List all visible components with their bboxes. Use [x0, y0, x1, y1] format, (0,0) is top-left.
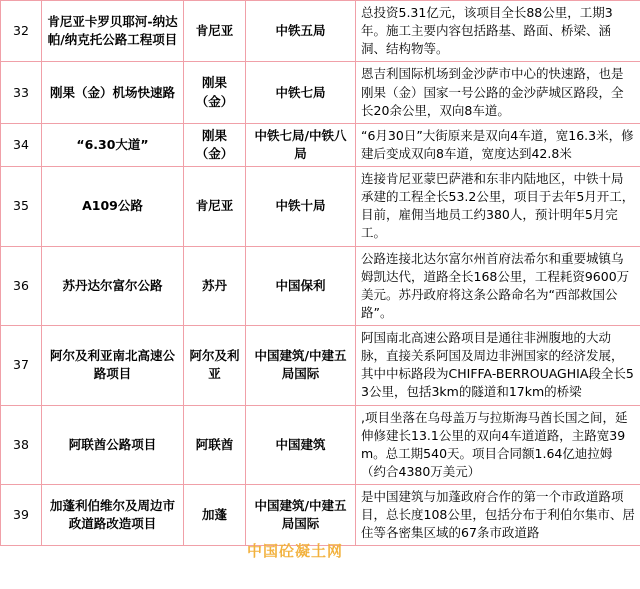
project-contractor: 中国建筑	[246, 405, 356, 485]
table-row	[1, 1, 640, 62]
project-description: ,项目坐落在乌母盖万与拉斯海马酋长国之间，延伸修建长13.1公里的双向4车道道路，主路宽39m。总工期540天。项目合同额1.64亿迪拉姆（约合4380万美元）	[356, 405, 640, 485]
project-name: 阿尔及利亚南北高速公路项目	[42, 326, 184, 406]
project-name: 加蓬利伯维尔及周边市政道路改造项目	[42, 485, 184, 546]
table-body	[1, 1, 640, 546]
project-name: “6.30大道”	[42, 123, 184, 166]
table-row	[1, 246, 640, 326]
project-country: 苏丹	[184, 246, 246, 326]
project-country: 刚果（金）	[184, 123, 246, 166]
table-row	[1, 123, 640, 166]
project-country: 肯尼亚	[184, 1, 246, 62]
project-country: 刚果（金）	[184, 62, 246, 123]
project-contractor: 中国建筑/中建五局国际	[246, 485, 356, 546]
project-contractor: 中铁七局	[246, 62, 356, 123]
project-name: 刚果（金）机场快速路	[42, 62, 184, 123]
project-name: 肯尼亚卡罗贝耶河-纳达帕/纳克托公路工程项目	[42, 1, 184, 62]
row-number: 33	[1, 62, 42, 123]
table-row	[1, 485, 640, 546]
row-number: 32	[1, 1, 42, 62]
project-description: 是中国建筑与加蓬政府合作的第一个市政道路项目，总长度108公里，包括分布于利伯尔集市、居住等各密集区域的67条市政道路	[356, 485, 640, 546]
watermark: 中国砼凝土网	[247, 542, 344, 560]
project-country: 阿联酋	[184, 405, 246, 485]
project-description: 公路连接北达尔富尔州首府法希尔和重要城镇乌姆凯达代，道路全长168公里，工程耗资9600万美元。苏丹政府将这条公路命名为“西部救国公路”。	[356, 246, 640, 326]
project-contractor: 中铁七局/中铁八局	[246, 123, 356, 166]
table-row	[1, 326, 640, 406]
table-row	[1, 62, 640, 123]
project-description: 恩吉利国际机场到金沙萨市中心的快速路，也是刚果（金）国家一号公路的金沙萨城区路段，全长20余公里，双向8车道。	[356, 62, 640, 123]
project-description: “6月30日”大街原来是双向4车道，宽16.3米，修建后变成双向8车道，宽度达到42.8米	[356, 123, 640, 166]
project-contractor: 中铁五局	[246, 1, 356, 62]
project-description: 连接肯尼亚蒙巴萨港和东非内陆地区，中铁十局承建的工程全长53.2公里，项目于去年5月开工，目前，雇佣当地员工约380人，预计明年5月完工。	[356, 167, 640, 247]
table-row	[1, 167, 640, 247]
table-row	[1, 405, 640, 485]
project-contractor: 中国建筑/中建五局国际	[246, 326, 356, 406]
project-name: A109公路	[42, 167, 184, 247]
row-number: 35	[1, 167, 42, 247]
row-number: 39	[1, 485, 42, 546]
project-name: 阿联酋公路项目	[42, 405, 184, 485]
row-number: 38	[1, 405, 42, 485]
row-number: 34	[1, 123, 42, 166]
project-name: 苏丹达尔富尔公路	[42, 246, 184, 326]
project-contractor: 中国保利	[246, 246, 356, 326]
row-number: 36	[1, 246, 42, 326]
project-country: 肯尼亚	[184, 167, 246, 247]
project-description: 总投资5.31亿元，该项目全长88公里，工期3年。施工主要内容包括路基、路面、桥梁、涵洞、结构物等。	[356, 1, 640, 62]
project-contractor: 中铁十局	[246, 167, 356, 247]
project-country: 加蓬	[184, 485, 246, 546]
project-description: 阿国南北高速公路项目是通往非洲腹地的大动脉，直接关系阿国及周边非洲国家的经济发展，其中中标路段为CHIFFA-BERROUAGHIA段全长53公里，包括3km的隧道和17km的桥梁	[356, 326, 640, 406]
row-number: 37	[1, 326, 42, 406]
project-country: 阿尔及利亚	[184, 326, 246, 406]
